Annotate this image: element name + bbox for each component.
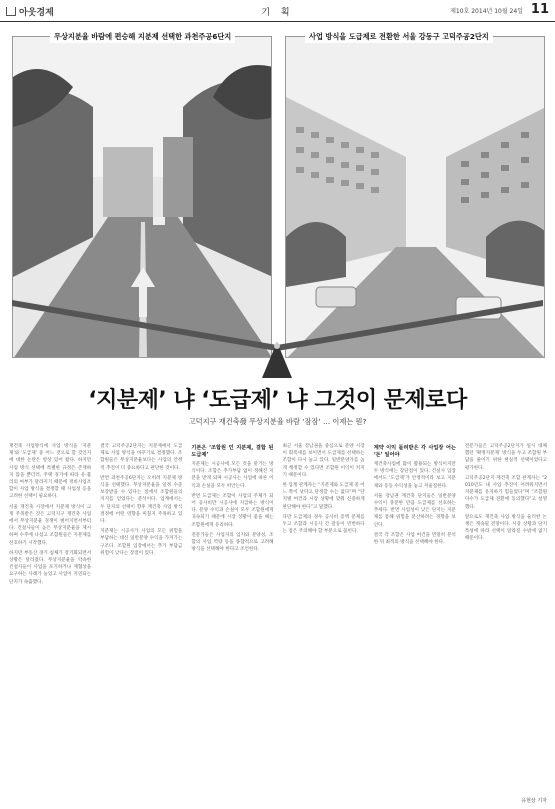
- article-column: 전문가들은 고덕주공2단지가 일시 대체했던 ‘확정지분제’ 방식을 두고 조합원 부담을 줄이기 위한 현실적 선택이었다고 평가한다. 고덕주공2단지 재건축 조합 관계자는 “2010년도 내 사업 추진이 어려워지면서 지분제를 유지하기 힘들었다”며 “조합원 다수가 도급제 전환에 동의했다”고 설명했다. 앞으로도 재건축 사업 방식을 둘러싼 논쟁은 계속될 전망이다. 시장 상황과 단지 특성에 따라 선택이 달라질 수밖에 없기 때문이다.: [464, 444, 548, 542]
- article-column: 재건축 사업방식에 사업 방식을 '지분제'와 '도급제' 중 어느 것으로 할 것인지에 대한 논란은 항상 있어 왔다. 하지만 사업 방식 선택에 특별한 규정은 존재하지 않을 뿐더러, 주택 경기에 따라 유·불리의 여부가 달라지기 때문에 정비사업조합이 사업 방식을 결정할 때 사업성 등을 고려한 선택이 필요하다. 서울 재건축 시장에서 지분제 방식이 크게 주목받은 것은 고덕지구 재건축 사업에서 무상지분율 경쟁이 벌어지면서부터다. 건설사들이 높은 무상지분율을 제시하며 수주에 나섰고 조합원들은 지분제를 선호하기 시작했다. 하지만 부동산 경기 침체가 장기화되면서 상황은 달라졌다. 무상지분율을 약속한 건설사들이 사업을 포기하거나 재협상을 요구하는 사례가 늘었고 사업이 지연되는 단지가 속출했다.: [9, 444, 92, 585]
- article-title: ‘지분제’ 냐 ‘도급제’ 냐 그것이 문제로다: [88, 388, 467, 413]
- left-photo-caption: 무상지분율 바람에 편승해 지분제 선택한 과천주공6단지: [50, 31, 235, 43]
- article-subtitle: 고덕지구 재건축發 무상지분율 바람 ‘잠잠’ … 이제는 뭔?: [188, 417, 367, 426]
- article-column: 결국 고덕주공2단지는 지분제에서 도급제로 사업 방식을 바꾸기로 결정했다. 조합원들은 무상지분율보다는 사업의 안정적 추진이 더 중요하다고 판단한 것이다. 반면 과천주공6단지는 오히려 지분제 방식을 선택했다. 무상지분율을 일정 수준 보장받을 수 있다는 점에서 조합원들의 지지를 얻었다는 분석이다. 업계에서는 두 단지의 선택이 향후 재건축 사업 방식 결정에 어떤 영향을 미칠지 주목하고 있다. 지분제는 시공사가 사업의 모든 위험을 부담하는 대신 일반분양 수익을 가져가는 구조다. 조합원 입장에서는 추가 부담금 위험이 낮다는 장점이 있다.: [100, 444, 183, 556]
- section-label: 기 획: [261, 8, 294, 18]
- page-number: 11: [530, 2, 549, 17]
- section-heading: 기본은 ‘조합원 인 지분제, 결합 된 도급제’: [191, 445, 274, 458]
- article-body: [9, 443, 547, 798]
- reporter-name: 유현상 기자: [521, 798, 547, 804]
- issue-date: 제10호 2014년 10월 24일: [450, 8, 523, 15]
- publication-name: 아웃경제: [6, 5, 54, 18]
- balance-scale-icon: [0, 0, 555, 380]
- right-photo-caption: 사업 방식을 도급제로 전환한 서울 강동구 고덕주공2단지: [305, 31, 493, 43]
- article-column: 최근 서울 강남권을 중심으로 분양 시장이 회복세를 보이면서 도급제를 선택하는 조합이 다시 늘고 있다. 일반분양가를 높게 책정할 수 있다면 조합원 이익이 커지기 때문이다. 한 업계 관계자는 “지분제와 도급제 중 어느 쪽이 낫다고 단정할 수는 없다”며 “단지별 여건과 시장 상황에 맞춰 신중하게 판단해야 한다”고 말했다. 다만 도급제의 경우 공사비 증액 문제를 두고 조합과 시공사 간 갈등이 빈번하다는 점은 주의해야 할 부분으로 꼽힌다.: [282, 444, 365, 535]
- article-column: 기본은 ‘조합원 인 지분제, 결합 된 도급제’ 지분제는 시공사에 모든 것을 맡기는 방식이다. 조합은 추가부담 없이 정해진 지분을 받게 되며 시공사는 사업에 따른 이익과 손실을 모두 떠안는다. 반면 도급제는 조합이 사업의 주체가 되어 공사비만 시공사에 지급하는 방식이다. 분양 수익과 손실이 모두 조합원에게 귀속되기 때문에 시장 상황이 좋을 때는 조합원에게 유리하다. 전문가들은 사업지의 입지와 분양성, 조합의 사업 역량 등을 종합적으로 고려해 방식을 선택해야 한다고 조언한다.: [191, 445, 274, 553]
- article-column: 계약 이익 돌려받은 각 사업장 어는 ‘돈’ 일어야 재건축사업에 많이 활용되는 방식이지만 두 방식에는 장단점이 있다. 건설사 입장에서도 ‘도급제’가 안정적이라 보고 지분제와 동등 수익성을 놓고 저울질한다. 서울 강남권 재건축 단지들은 일반분양 수익이 충분한 만큼 도급제를 선호하는 추세다. 반면 사업성이 낮은 단지는 지분제를 통해 위험을 분산하려는 경향을 보인다. 결국 각 조합은 사업 여건을 면밀히 분석한 뒤 최적의 방식을 선택해야 한다.: [373, 445, 456, 546]
- section-heading: 계약 이익 돌려받은 각 사업장 어는 ‘돈’ 일어야: [373, 445, 456, 458]
